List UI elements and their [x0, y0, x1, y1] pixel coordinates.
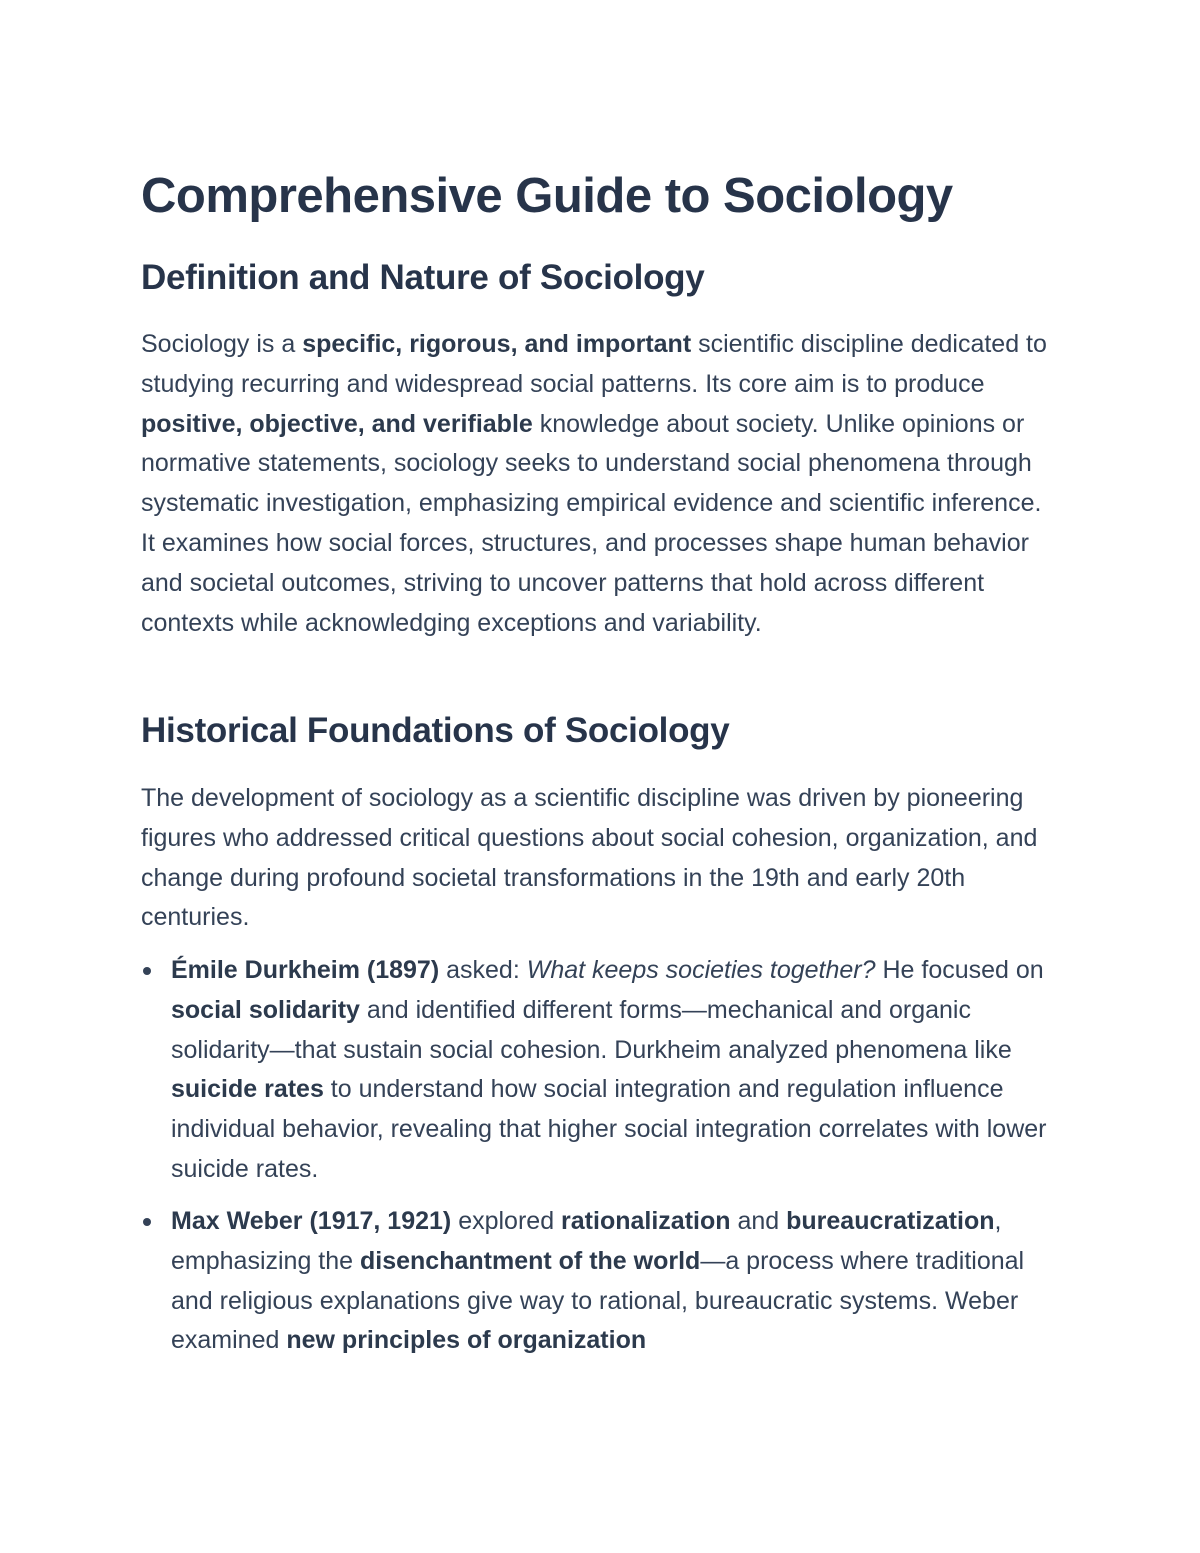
text-run: He focused on: [875, 956, 1044, 984]
definition-paragraph: [141, 325, 1061, 643]
bullet-point-icon: [143, 967, 151, 975]
list-item-text: [171, 1202, 1066, 1361]
bold-text-run: Émile Durkheim (1897): [171, 956, 440, 984]
text-run: , emphasizing the: [171, 1207, 1002, 1275]
text-run: Sociology is a: [141, 330, 303, 358]
bullet-list: [141, 1202, 1066, 1361]
text-run: scientific discipline dedicated to studying recurring and widespread social patterns. Its core aim is to produce: [141, 330, 1047, 398]
text-run: and identified different forms—mechanical and organic solidarity—that sustain social cohesion. Durkheim analyzed phenomena like: [171, 995, 1012, 1064]
bold-text-run: bureaucratization: [786, 1207, 995, 1235]
document-title: Comprehensive Guide to Sociology: [141, 169, 953, 223]
bold-text-run: Max Weber (1917, 1921): [171, 1207, 452, 1235]
bold-text-run: positive, objective, and verifiable: [141, 409, 533, 438]
list-item-weber: [141, 1202, 1066, 1361]
text-run: knowledge about society. Unlike opinions or normative statements, sociology seeks to understand social phenomena through systematic investigation, emphasizing empirical evidence and scientific inference. It examines how social forces, structures, and processes shape human behavior and societal outcomes, striving to uncover patterns that hold across different contexts while acknowledging exceptions and variability.: [141, 409, 1042, 637]
list-item-text: [171, 951, 1066, 1190]
bold-text-run: suicide rates: [171, 1075, 324, 1104]
text-run: The development of sociology as a scientific discipline was driven by pioneering figures who addressed critical questions about social cohesion, organization, and change during profound societal transformations in the 19th and early 20th centuries.: [141, 784, 1038, 932]
bold-text-run: new principles of organization: [286, 1326, 647, 1355]
section-heading-historical: Historical Foundations of Sociology: [141, 711, 730, 750]
text-run: asked:: [439, 956, 527, 984]
text-run: explored: [451, 1207, 562, 1235]
bold-text-run: disenchantment of the world: [360, 1246, 701, 1275]
bold-text-run: social solidarity: [171, 995, 360, 1024]
text-run: to understand how social integration and regulation influence individual behavior, revealing that higher social integration correlates with lower suicide rates.: [171, 1075, 1047, 1183]
bullet-list: [141, 951, 1066, 1190]
historical-paragraph: [141, 779, 1061, 938]
list-item-durkheim: [141, 951, 1066, 1190]
bullet-point-icon: [143, 1218, 151, 1226]
bold-text-run: specific, rigorous, and important: [302, 330, 692, 358]
section-heading-definition: Definition and Nature of Sociology: [141, 258, 705, 297]
text-run: and: [730, 1207, 787, 1235]
text-run: —a process where traditional and religious explanations give way to rational, bureaucratic systems. Weber examined: [171, 1246, 1025, 1355]
bold-text-run: rationalization: [561, 1207, 731, 1235]
italic-text-run: What keeps societies together?: [526, 956, 876, 984]
